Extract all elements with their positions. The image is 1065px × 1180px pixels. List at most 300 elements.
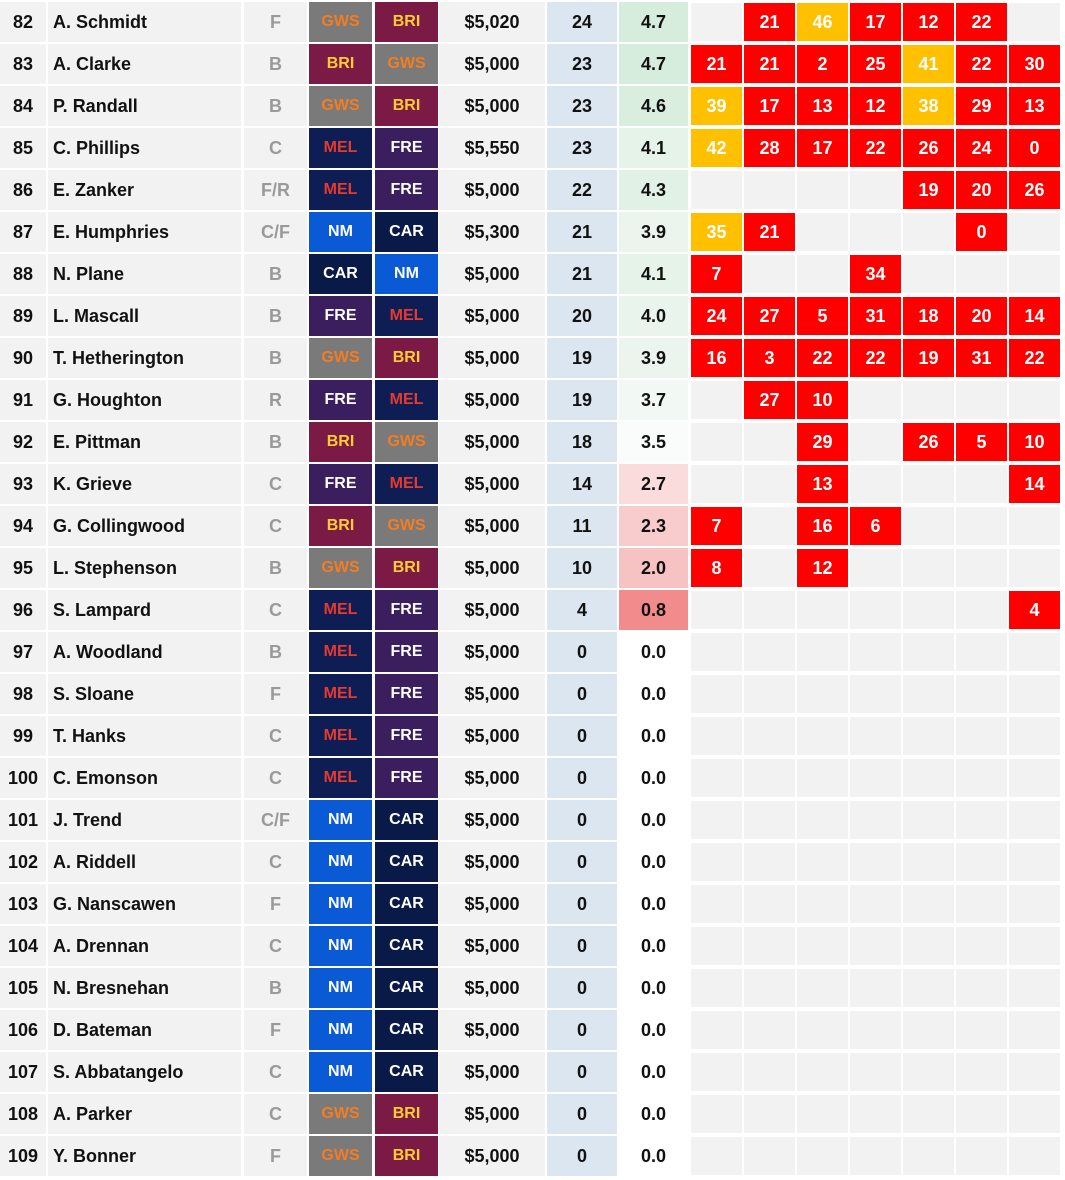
round-score-cell <box>691 1095 742 1133</box>
table-row[interactable] <box>0 674 1065 714</box>
round-score-cell: 7 <box>691 255 742 293</box>
score-cell: 0 <box>547 842 617 882</box>
rank-cell: 108 <box>0 1094 46 1134</box>
round-score-cell <box>956 381 1007 419</box>
average-cell: 3.7 <box>619 380 688 420</box>
round-score-cell: 22 <box>797 339 848 377</box>
opponent-badge: CAR <box>375 884 438 924</box>
round-score-cell: 29 <box>797 423 848 461</box>
opponent-badge: GWS <box>375 44 438 84</box>
rank-cell: 89 <box>0 296 46 336</box>
round-score-cell: 26 <box>903 423 954 461</box>
opponent-badge: CAR <box>375 842 438 882</box>
round-score-cell: 19 <box>903 339 954 377</box>
round-score-cell: 5 <box>956 423 1007 461</box>
round-score-cell <box>850 591 901 629</box>
round-score-cell <box>903 255 954 293</box>
price-cell: $5,300 <box>439 212 545 252</box>
table-row[interactable] <box>0 1136 1065 1176</box>
table-row[interactable] <box>0 464 1065 504</box>
opponent-badge: MEL <box>375 380 438 420</box>
round-score-cell <box>850 171 901 209</box>
round-score-cell <box>903 591 954 629</box>
round-score-cell <box>903 549 954 587</box>
position-cell: C <box>244 842 307 882</box>
score-cell: 19 <box>547 380 617 420</box>
price-cell: $5,000 <box>439 1052 545 1092</box>
round-score-cell <box>903 213 954 251</box>
round-score-cell <box>903 675 954 713</box>
round-score-cell <box>1009 969 1060 1007</box>
opponent-badge: CAR <box>375 800 438 840</box>
round-score-cell <box>850 465 901 503</box>
table-row[interactable] <box>0 1094 1065 1134</box>
average-cell: 0.0 <box>619 716 688 756</box>
round-score-cell: 46 <box>797 3 848 41</box>
round-score-cell <box>903 969 954 1007</box>
team-badge: MEL <box>309 170 372 210</box>
position-cell: F <box>244 2 307 42</box>
round-score-cell: 39 <box>691 87 742 125</box>
price-cell: $5,000 <box>439 86 545 126</box>
table-row[interactable] <box>0 842 1065 882</box>
round-score-cell <box>1009 801 1060 839</box>
team-badge: MEL <box>309 590 372 630</box>
round-score-cell <box>797 801 848 839</box>
round-score-cell: 13 <box>797 465 848 503</box>
position-cell: C <box>244 758 307 798</box>
score-cell: 0 <box>547 674 617 714</box>
round-score-cell <box>691 381 742 419</box>
score-cell: 4 <box>547 590 617 630</box>
opponent-badge: CAR <box>375 1010 438 1050</box>
table-row[interactable] <box>0 2 1065 42</box>
round-score-cell <box>850 1053 901 1091</box>
position-cell: C/F <box>244 800 307 840</box>
round-score-cell <box>1009 927 1060 965</box>
round-score-cell <box>850 927 901 965</box>
price-cell: $5,000 <box>439 590 545 630</box>
round-score-cell: 14 <box>1009 465 1060 503</box>
round-score-cell <box>1009 1137 1060 1175</box>
round-score-cell <box>850 1095 901 1133</box>
round-score-cell: 0 <box>956 213 1007 251</box>
round-score-cell: 16 <box>691 339 742 377</box>
rank-cell: 96 <box>0 590 46 630</box>
position-cell: B <box>244 86 307 126</box>
position-cell: C <box>244 590 307 630</box>
round-score-cell <box>1009 1011 1060 1049</box>
round-score-cell <box>744 507 795 545</box>
table-row[interactable] <box>0 338 1065 378</box>
opponent-badge: NM <box>375 254 438 294</box>
round-score-cell: 12 <box>903 3 954 41</box>
round-score-cell <box>1009 759 1060 797</box>
rank-cell: 105 <box>0 968 46 1008</box>
table-row[interactable] <box>0 758 1065 798</box>
round-score-cell <box>956 1011 1007 1049</box>
round-score-cell: 30 <box>1009 45 1060 83</box>
table-row[interactable] <box>0 548 1065 588</box>
round-score-cell <box>691 843 742 881</box>
score-cell: 0 <box>547 1052 617 1092</box>
round-score-cell <box>744 1011 795 1049</box>
round-score-cell: 22 <box>850 129 901 167</box>
round-score-cell <box>744 591 795 629</box>
average-cell: 0.0 <box>619 758 688 798</box>
round-score-cell <box>797 969 848 1007</box>
player-name-link[interactable]: A. Riddell <box>48 842 241 882</box>
average-cell: 0.0 <box>619 632 688 672</box>
position-cell: C/F <box>244 212 307 252</box>
position-cell: F <box>244 1010 307 1050</box>
round-score-cell <box>956 591 1007 629</box>
average-cell: 0.0 <box>619 926 688 966</box>
round-score-cell <box>691 3 742 41</box>
round-score-cell: 31 <box>956 339 1007 377</box>
team-badge: NM <box>309 842 372 882</box>
round-score-cell: 6 <box>850 507 901 545</box>
price-cell: $5,000 <box>439 296 545 336</box>
score-cell: 0 <box>547 926 617 966</box>
team-badge: GWS <box>309 548 372 588</box>
table-row[interactable] <box>0 506 1065 546</box>
round-score-cell: 17 <box>744 87 795 125</box>
round-score-cell <box>744 423 795 461</box>
round-score-cell <box>744 1137 795 1175</box>
price-cell: $5,000 <box>439 632 545 672</box>
player-name-link[interactable]: A. Parker <box>48 1094 241 1134</box>
rank-cell: 101 <box>0 800 46 840</box>
score-cell: 0 <box>547 758 617 798</box>
score-cell: 0 <box>547 716 617 756</box>
table-row[interactable] <box>0 1052 1065 1092</box>
price-cell: $5,000 <box>439 800 545 840</box>
position-cell: F <box>244 884 307 924</box>
player-name-link[interactable]: A. Clarke <box>48 44 241 84</box>
rank-cell: 91 <box>0 380 46 420</box>
opponent-badge: BRI <box>375 2 438 42</box>
price-cell: $5,000 <box>439 1010 545 1050</box>
rank-cell: 83 <box>0 44 46 84</box>
round-score-cell <box>744 171 795 209</box>
rank-cell: 100 <box>0 758 46 798</box>
player-name-link[interactable]: C. Emonson <box>48 758 241 798</box>
round-score-cell <box>903 1095 954 1133</box>
round-score-cell <box>903 381 954 419</box>
position-cell: B <box>244 632 307 672</box>
average-cell: 4.3 <box>619 170 688 210</box>
opponent-badge: BRI <box>375 338 438 378</box>
table-row[interactable] <box>0 926 1065 966</box>
score-cell: 0 <box>547 1094 617 1134</box>
round-score-cell <box>744 885 795 923</box>
round-score-cell: 24 <box>956 129 1007 167</box>
table-row[interactable] <box>0 170 1065 210</box>
opponent-badge: MEL <box>375 464 438 504</box>
player-name-link[interactable]: A. Drennan <box>48 926 241 966</box>
table-row[interactable] <box>0 1010 1065 1050</box>
round-score-cell: 17 <box>797 129 848 167</box>
average-cell: 0.0 <box>619 842 688 882</box>
team-badge: NM <box>309 1052 372 1092</box>
table-row[interactable] <box>0 590 1065 630</box>
table-row[interactable] <box>0 128 1065 168</box>
round-score-cell <box>691 885 742 923</box>
table-row[interactable] <box>0 254 1065 294</box>
average-cell: 3.5 <box>619 422 688 462</box>
team-badge: NM <box>309 212 372 252</box>
round-score-cell <box>850 885 901 923</box>
round-score-cell: 34 <box>850 255 901 293</box>
round-score-cell: 19 <box>903 171 954 209</box>
player-name-link[interactable]: Y. Bonner <box>48 1136 241 1176</box>
round-score-cell <box>797 1137 848 1175</box>
round-score-cell <box>691 801 742 839</box>
round-score-cell <box>691 969 742 1007</box>
score-cell: 0 <box>547 968 617 1008</box>
table-row[interactable] <box>0 296 1065 336</box>
round-score-cell: 24 <box>691 297 742 335</box>
opponent-badge: MEL <box>375 296 438 336</box>
player-name-link[interactable]: G. Houghton <box>48 380 241 420</box>
round-score-cell: 27 <box>744 297 795 335</box>
round-score-cell <box>691 423 742 461</box>
player-name-link[interactable]: N. Plane <box>48 254 241 294</box>
round-score-cell <box>1009 633 1060 671</box>
round-score-cell: 20 <box>956 297 1007 335</box>
player-name-link[interactable]: S. Sloane <box>48 674 241 714</box>
score-cell: 18 <box>547 422 617 462</box>
round-score-cell <box>691 591 742 629</box>
price-cell: $5,000 <box>439 716 545 756</box>
round-score-cell: 38 <box>903 87 954 125</box>
team-badge: GWS <box>309 1094 372 1134</box>
round-score-cell <box>744 801 795 839</box>
round-score-cell: 35 <box>691 213 742 251</box>
round-score-cell <box>956 927 1007 965</box>
round-score-cell <box>744 969 795 1007</box>
position-cell: B <box>244 422 307 462</box>
player-name-link[interactable]: E. Zanker <box>48 170 241 210</box>
opponent-badge: BRI <box>375 1136 438 1176</box>
price-cell: $5,000 <box>439 968 545 1008</box>
round-score-cell <box>903 507 954 545</box>
price-cell: $5,000 <box>439 44 545 84</box>
table-row[interactable] <box>0 380 1065 420</box>
table-row[interactable] <box>0 632 1065 672</box>
team-badge: MEL <box>309 632 372 672</box>
score-cell: 23 <box>547 128 617 168</box>
round-score-cell: 42 <box>691 129 742 167</box>
player-name-link[interactable]: A. Schmidt <box>48 2 241 42</box>
opponent-badge: FRE <box>375 758 438 798</box>
round-score-cell <box>1009 885 1060 923</box>
round-score-cell: 8 <box>691 549 742 587</box>
player-name-link[interactable]: G. Nanscawen <box>48 884 241 924</box>
table-row[interactable] <box>0 716 1065 756</box>
rank-cell: 86 <box>0 170 46 210</box>
player-name-link[interactable]: D. Bateman <box>48 1010 241 1050</box>
table-row[interactable] <box>0 884 1065 924</box>
average-cell: 3.9 <box>619 212 688 252</box>
round-score-cell <box>903 633 954 671</box>
position-cell: B <box>244 548 307 588</box>
team-badge: GWS <box>309 1136 372 1176</box>
round-score-cell <box>744 549 795 587</box>
round-score-cell <box>691 633 742 671</box>
player-name-link[interactable]: A. Woodland <box>48 632 241 672</box>
round-score-cell <box>691 1011 742 1049</box>
round-score-cell <box>744 633 795 671</box>
round-score-cell: 20 <box>956 171 1007 209</box>
round-score-cell <box>1009 507 1060 545</box>
round-score-cell <box>691 465 742 503</box>
round-score-cell: 22 <box>850 339 901 377</box>
round-score-cell <box>903 465 954 503</box>
round-score-cell: 5 <box>797 297 848 335</box>
position-cell: R <box>244 380 307 420</box>
score-cell: 0 <box>547 1136 617 1176</box>
rank-cell: 99 <box>0 716 46 756</box>
position-cell: C <box>244 1094 307 1134</box>
position-cell: B <box>244 968 307 1008</box>
price-cell: $5,000 <box>439 254 545 294</box>
round-score-cell <box>1009 3 1060 41</box>
round-score-cell: 14 <box>1009 297 1060 335</box>
round-score-cell <box>903 1053 954 1091</box>
player-name-link[interactable]: L. Mascall <box>48 296 241 336</box>
player-name-link[interactable]: S. Lampard <box>48 590 241 630</box>
round-score-cell <box>850 381 901 419</box>
round-score-cell <box>850 759 901 797</box>
price-cell: $5,000 <box>439 758 545 798</box>
round-score-cell <box>850 549 901 587</box>
average-cell: 0.0 <box>619 1052 688 1092</box>
player-name-link[interactable]: P. Randall <box>48 86 241 126</box>
round-score-cell <box>956 801 1007 839</box>
score-cell: 19 <box>547 338 617 378</box>
opponent-badge: FRE <box>375 674 438 714</box>
player-name-link[interactable]: J. Trend <box>48 800 241 840</box>
player-name-link[interactable]: L. Stephenson <box>48 548 241 588</box>
round-score-cell <box>903 759 954 797</box>
rank-cell: 95 <box>0 548 46 588</box>
average-cell: 0.0 <box>619 884 688 924</box>
round-score-cell <box>903 801 954 839</box>
round-score-cell: 7 <box>691 507 742 545</box>
player-name-link[interactable]: E. Humphries <box>48 212 241 252</box>
round-score-cell <box>1009 675 1060 713</box>
round-score-cell: 22 <box>956 45 1007 83</box>
team-badge: FRE <box>309 464 372 504</box>
player-name-link[interactable]: C. Phillips <box>48 128 241 168</box>
team-badge: BRI <box>309 422 372 462</box>
team-badge: NM <box>309 926 372 966</box>
round-score-cell <box>1009 843 1060 881</box>
round-score-cell <box>956 465 1007 503</box>
round-score-cell: 4 <box>1009 591 1060 629</box>
player-name-link[interactable]: K. Grieve <box>48 464 241 504</box>
round-score-cell <box>797 717 848 755</box>
score-cell: 23 <box>547 44 617 84</box>
price-cell: $5,000 <box>439 1136 545 1176</box>
player-name-link[interactable]: T. Hanks <box>48 716 241 756</box>
round-score-cell <box>691 675 742 713</box>
round-score-cell <box>1009 717 1060 755</box>
round-score-cell: 13 <box>1009 87 1060 125</box>
average-cell: 4.7 <box>619 2 688 42</box>
average-cell: 0.0 <box>619 1094 688 1134</box>
opponent-badge: GWS <box>375 506 438 546</box>
player-name-link[interactable]: E. Pittman <box>48 422 241 462</box>
rank-cell: 87 <box>0 212 46 252</box>
round-score-cell <box>903 717 954 755</box>
table-row[interactable] <box>0 86 1065 126</box>
round-score-cell <box>744 1053 795 1091</box>
rank-cell: 107 <box>0 1052 46 1092</box>
round-score-cell <box>744 843 795 881</box>
player-name-link[interactable]: G. Collingwood <box>48 506 241 546</box>
round-score-cell <box>850 843 901 881</box>
price-cell: $5,000 <box>439 506 545 546</box>
rank-cell: 92 <box>0 422 46 462</box>
round-score-cell <box>956 1095 1007 1133</box>
price-cell: $5,000 <box>439 926 545 966</box>
rank-cell: 84 <box>0 86 46 126</box>
rank-cell: 103 <box>0 884 46 924</box>
round-score-cell <box>797 633 848 671</box>
opponent-badge: FRE <box>375 632 438 672</box>
average-cell: 2.7 <box>619 464 688 504</box>
round-score-cell <box>744 927 795 965</box>
round-score-cell <box>903 885 954 923</box>
team-badge: NM <box>309 1010 372 1050</box>
round-score-cell <box>956 675 1007 713</box>
round-score-cell <box>850 801 901 839</box>
table-row[interactable] <box>0 44 1065 84</box>
table-row[interactable] <box>0 422 1065 462</box>
round-score-cell <box>850 1137 901 1175</box>
round-score-cell: 12 <box>797 549 848 587</box>
team-badge: NM <box>309 968 372 1008</box>
round-score-cell <box>956 885 1007 923</box>
table-row[interactable] <box>0 212 1065 252</box>
average-cell: 4.0 <box>619 296 688 336</box>
round-score-cell: 0 <box>1009 129 1060 167</box>
opponent-badge: CAR <box>375 1052 438 1092</box>
table-row[interactable] <box>0 968 1065 1008</box>
player-name-link[interactable]: S. Abbatangelo <box>48 1052 241 1092</box>
round-score-cell <box>744 465 795 503</box>
round-score-cell <box>850 717 901 755</box>
opponent-badge: CAR <box>375 968 438 1008</box>
round-score-cell <box>903 843 954 881</box>
round-score-cell <box>797 591 848 629</box>
player-name-link[interactable]: N. Bresnehan <box>48 968 241 1008</box>
table-row[interactable] <box>0 800 1065 840</box>
player-name-link[interactable]: T. Hetherington <box>48 338 241 378</box>
position-cell: F <box>244 674 307 714</box>
round-score-cell: 18 <box>903 297 954 335</box>
round-score-cell: 28 <box>744 129 795 167</box>
round-score-cell: 3 <box>744 339 795 377</box>
price-cell: $5,020 <box>439 2 545 42</box>
opponent-badge: CAR <box>375 926 438 966</box>
round-score-cell <box>850 1011 901 1049</box>
position-cell: C <box>244 128 307 168</box>
round-score-cell <box>797 213 848 251</box>
